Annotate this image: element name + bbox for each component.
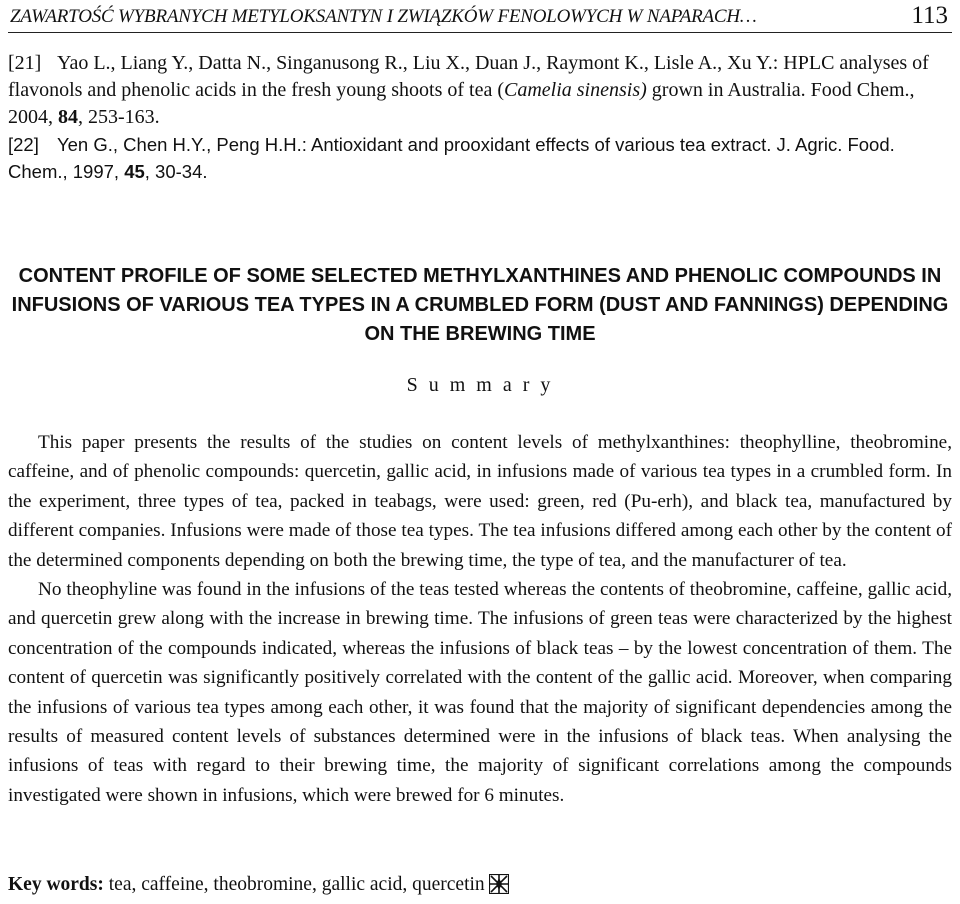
keywords — [8, 874, 509, 896]
reference-number: [22] — [8, 134, 39, 155]
reference-text: Yao L., Liang Y., Datta N., Singanusong R., Liu X., Duan J., Raymont K., Lisle A., Xu Y.: HPLC analyses of flavonols and phenolic acids in the fresh young shoots of tea ( — [8, 52, 929, 101]
reference-text-cont: grown in Australia. Food Chem., 2004, — [8, 79, 915, 128]
abstract-paragraph: No theophyline was found in the infusions of the teas tested whereas the contents of theobromine, caffeine, gallic acid, and quercetin grew along with the increase in brewing time. The infusions of green teas were characterized by the highest concentration of the compounds indicated, whereas the infusions of black teas – by the lowest concentration of them. The content of quercetin was significantly positively correlated with the content of the gallic acid. Moreover, when comparing the infusions of various tea types among each other, it was found that the majority of significant dependencies among the results of measured content levels of substances determined were in the infusions of black teas. When analysing the infusions of teas with regard to their brewing time, the majority of significant correlations among the compounds investigated were shown in infusions, which were brewed for 6 minutes. — [8, 579, 952, 806]
reference-item — [8, 50, 952, 131]
reference-volume: 45 — [124, 161, 145, 182]
ornament-cross-icon — [489, 874, 509, 894]
keywords-label: Key words: — [8, 874, 104, 895]
reference-pages: , 253-163. — [78, 106, 160, 128]
reference-species: Camelia sinensis) — [504, 79, 647, 101]
reference-list — [8, 50, 952, 185]
paper-title: CONTENT PROFILE OF SOME SELECTED METHYLXANTHINES AND PHENOLIC COMPOUNDS IN INFUSIONS OF VARIOUS TEA TYPES IN A CRUMBLED FORM (DUST AND FANNINGS) DEPENDING ON THE BREWING TIME — [11, 265, 949, 345]
abstract-paragraph: This paper presents the results of the studies on content levels of methylxanthines: theophylline, theobromine, caffeine, and of phenolic compounds: quercetin, gallic acid, in infusions made of various tea types in a crumbled form. In the experiment, three types of tea, packed in teabags, were used: green, red (Pu-erh), and black tea, manufactured by different companies. Infusions were made of those tea types. The tea infusions differed among each other by the content of the determined components depending on both the brewing time, the type of tea, and the manufacturer of tea. — [8, 432, 952, 571]
summary-heading: S u m m a r y — [406, 374, 554, 396]
running-title: ZAWARTOŚĆ WYBRANYCH METYLOKSANTYN I ZWIĄZKÓW FENOLOWYCH W NAPARACH… — [10, 6, 757, 27]
page-number: 113 — [911, 2, 948, 29]
reference-pages: , 30-34. — [144, 161, 208, 182]
abstract — [8, 428, 952, 810]
reference-volume: 84 — [58, 106, 78, 128]
reference-text: Yen G., Chen H.Y., Peng H.H.: Antioxidant and prooxidant effects of various tea extract. J. Agric. Food. Chem., 1997, — [8, 134, 895, 182]
keywords-text: tea, caffeine, theobromine, gallic acid, quercetin — [103, 874, 485, 895]
reference-number: [21] — [8, 52, 42, 74]
reference-item — [8, 131, 952, 185]
running-header — [8, 2, 952, 33]
